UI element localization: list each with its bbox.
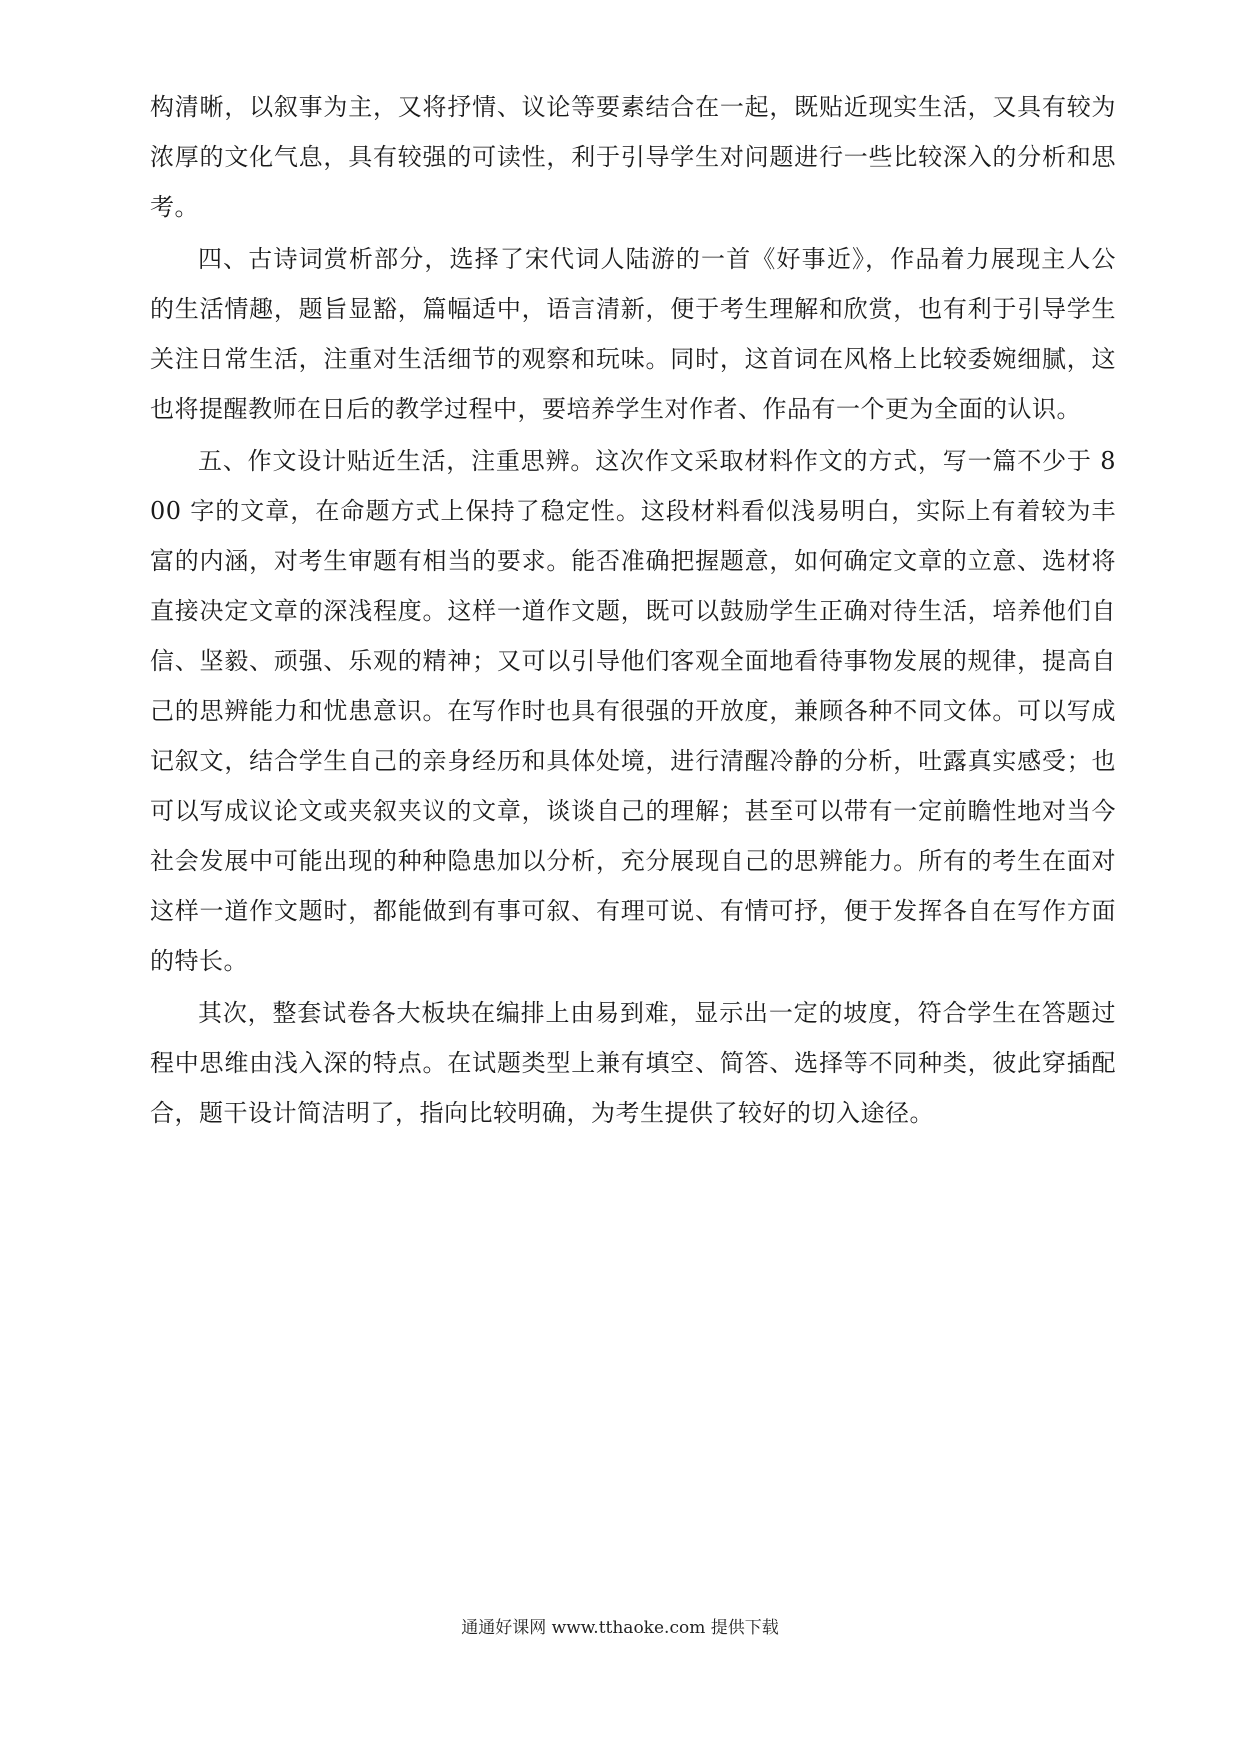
paragraph-continuation: 构清晰，以叙事为主，又将抒情、议论等要素结合在一起，既贴近现实生活，又具有较为浓厚的文化气息，具有较强的可读性，利于引导学生对问题进行一些比较深入的分析和思考。	[150, 93, 1116, 221]
page-footer: 通通好课网 www.tthaoke.com 提供下载	[461, 1618, 779, 1638]
document-body	[150, 82, 1116, 1138]
paragraph-essay-design: 五、作文设计贴近生活，注重思辨。这次作文采取材料作文的方式，写一篇不少于 800 字的文章，在命题方式上保持了稳定性。这段材料看似浅易明白，实际上有着较为丰富的内涵，对考生审题有相当的要求。能否准确把握题意，如何确定文章的立意、选材将直接决定文章的深浅程度。这样一道作文题，既可以鼓励学生正确对待生活，培养他们自信、坚毅、顽强、乐观的精神；又可以引导他们客观全面地看待事物发展的规律，提高自己的思辨能力和忧患意识。在写作时也具有很强的开放度，兼顾各种不同文体。可以写成记叙文，结合学生自己的亲身经历和具体处境，进行清醒冷静的分析，吐露真实感受；也可以写成议论文或夹叙夹议的文章，谈谈自己的理解；甚至可以带有一定前瞻性地对当今社会发展中可能出现的种种隐患加以分析，充分展现自己的思辨能力。所有的考生在面对这样一道作文题时，都能做到有事可叙、有理可说、有情可抒，便于发挥各自在写作方面的特长。	[150, 447, 1116, 975]
paragraph-overall-structure: 其次，整套试卷各大板块在编排上由易到难，显示出一定的坡度，符合学生在答题过程中思维由浅入深的特点。在试题类型上兼有填空、简答、选择等不同种类，彼此穿插配合，题干设计简洁明了，指向比较明确，为考生提供了较好的切入途径。	[150, 999, 1116, 1127]
paragraph-classical-poetry: 四、古诗词赏析部分，选择了宋代词人陆游的一首《好事近》，作品着力展现主人公的生活情趣，题旨显豁，篇幅适中，语言清新，便于考生理解和欣赏，也有利于引导学生关注日常生活，注重对生活细节的观察和玩味。同时，这首词在风格上比较委婉细腻，这也将提醒教师在日后的教学过程中，要培养学生对作者、作品有一个更为全面的认识。	[150, 245, 1116, 423]
